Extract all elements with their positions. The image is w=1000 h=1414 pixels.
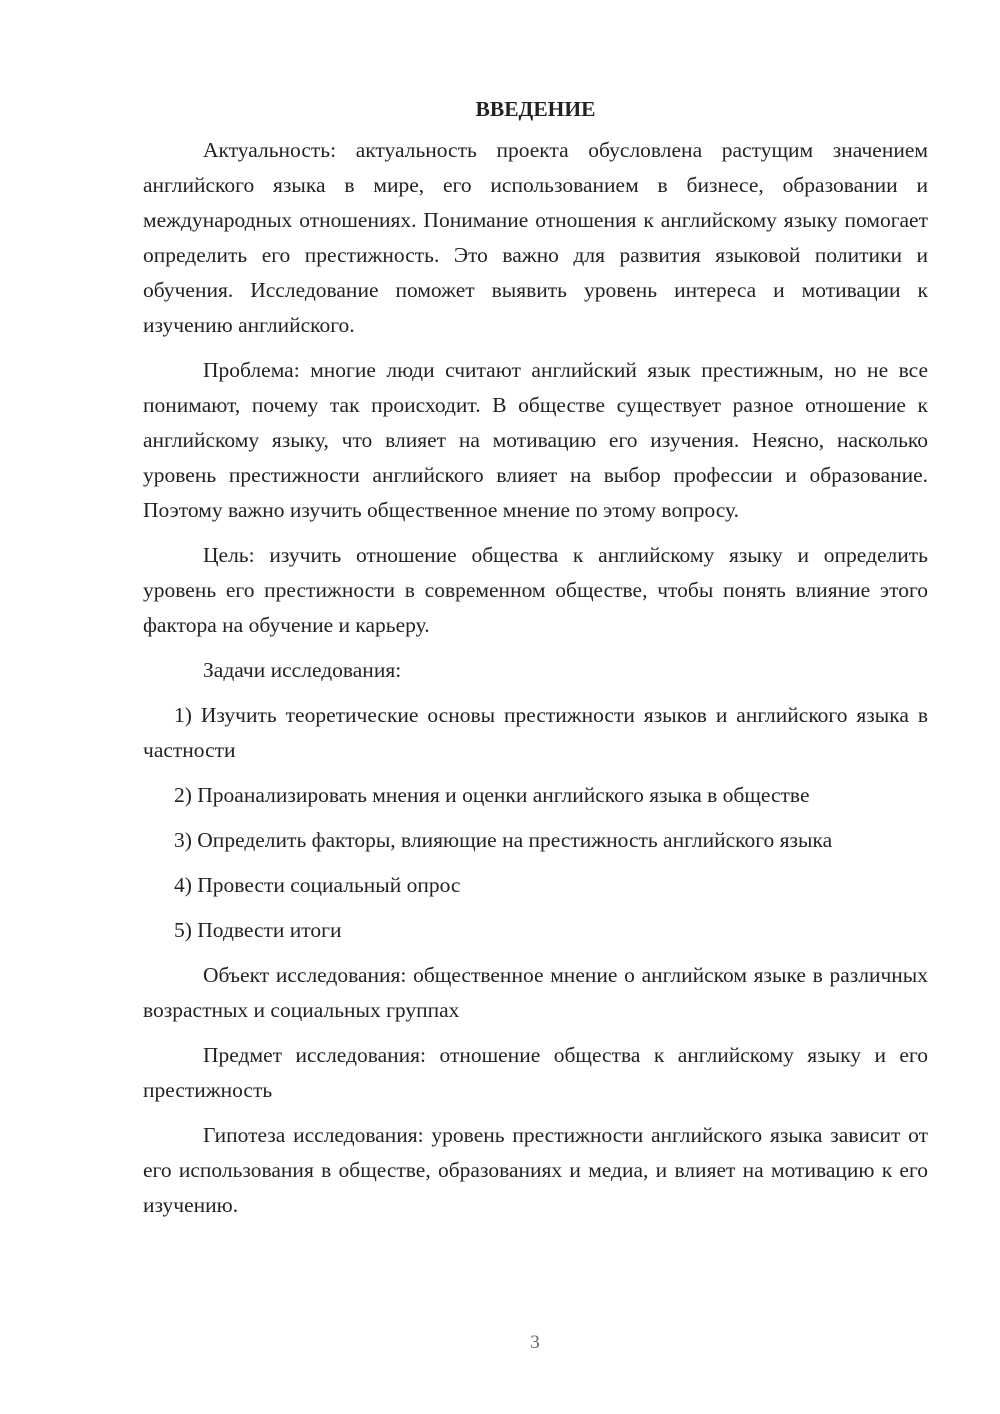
page-number: 3 (530, 1332, 540, 1353)
paragraph-goal: Цель: изучить отношение общества к английскому языку и определить уровень его престижности в современном обществе, чтобы понять влияние этого фактора на обучение и карьеру. (143, 543, 928, 637)
paragraph-problem: Проблема: многие люди считают английский язык престижным, но не все понимают, почему так происходит. В обществе существует разное отношение к английскому языку, что влияет на мотивацию его изучения. Неясно, насколько уровень престижности английского влияет на выбор профессии и образование. Поэтому важно изучить общественное мнение по этому вопросу. (143, 358, 928, 522)
paragraph-hypothesis: Гипотеза исследования: уровень престижности английского языка зависит от его использования в обществе, образованиях и медиа, и влияет на мотивацию к его изучению. (143, 1123, 928, 1217)
paragraph-object: Объект исследования: общественное мнение о английском языке в различных возрастных и социальных группах (143, 963, 928, 1022)
paragraph-relevance: Актуальность: актуальность проекта обусловлена растущим значением английского языка в мире, его использованием в бизнесе, образовании и международных отношениях. Понимание отношения к английскому языку помогает определить его престижность. Это важно для развития языковой политики и обучения. Исследование поможет выявить уровень интереса и мотивации к изучению английского. (143, 138, 928, 337)
task-item-4: 4) Провести социальный опрос (174, 873, 461, 897)
task-item-3: 3) Определить факторы, влияющие на престижность английского языка (174, 828, 833, 852)
paragraph-tasks-heading: Задачи исследования: (203, 658, 402, 682)
document-title: ВВЕДЕНИЕ (475, 97, 596, 121)
paragraph-subject: Предмет исследования: отношение общества к английскому языку и его престижность (143, 1043, 928, 1102)
task-item-5: 5) Подвести итоги (174, 918, 342, 942)
task-item-2: 2) Проанализировать мнения и оценки английского языка в обществе (174, 783, 810, 807)
document-page (143, 92, 928, 1233)
task-item-1: 1) Изучить теоретические основы престижности языков и английского языка в частности (143, 703, 928, 762)
